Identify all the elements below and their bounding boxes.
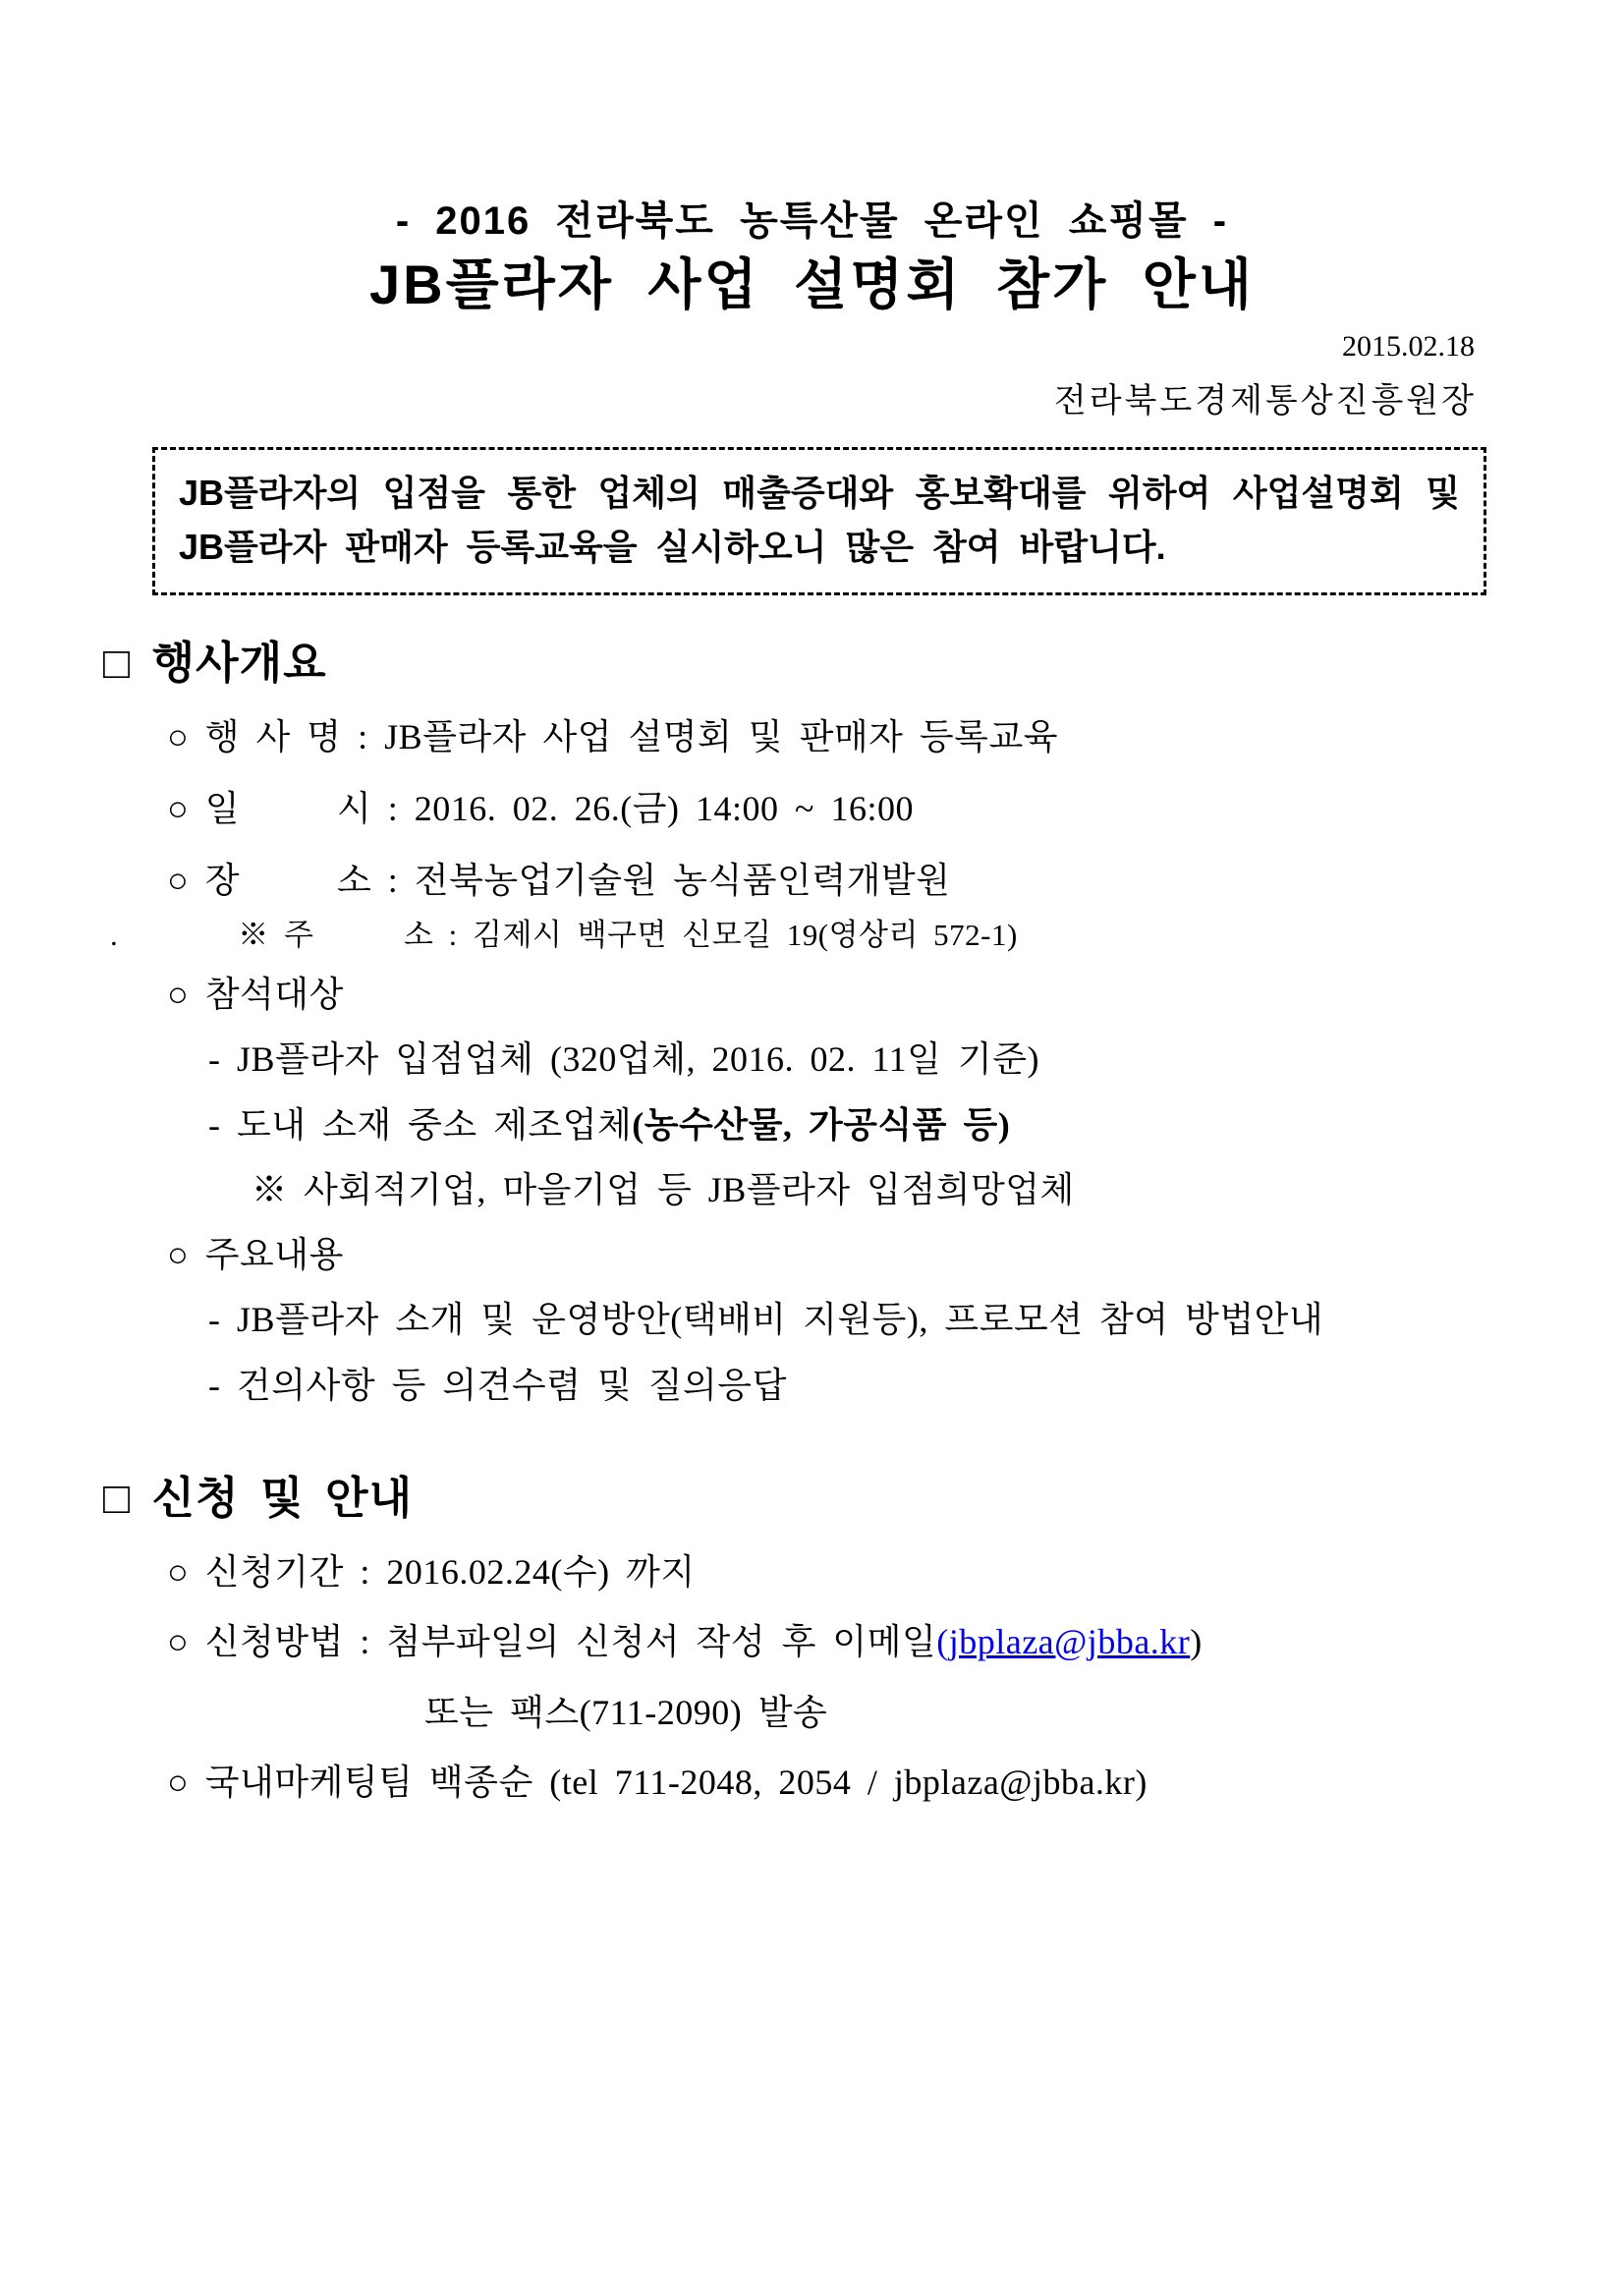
overview-contents-label: ○ 주요내용 xyxy=(167,1235,344,1274)
section-header-application: □ 신청 및 안내 xyxy=(103,1473,414,1523)
application-method-paren-close: ) xyxy=(1190,1622,1203,1661)
email-link-address[interactable]: jbplaza@jbba.kr xyxy=(948,1622,1191,1661)
section-header-overview: □ 행사개요 xyxy=(103,638,327,688)
application-method-text: ○ 신청방법 : 첨부파일의 신청서 작성 후 이메일 xyxy=(167,1622,937,1661)
document-issuer: 전라북도경제통상진흥원장 xyxy=(1053,383,1477,420)
application-contact: ○ 국내마케팅팀 백종순 (tel 711-2048, 2054 / jbplaza@jbba.kr) xyxy=(167,1763,1148,1802)
overview-attendee-1: - JB플라자 입점업체 (320업체, 2016. 02. 11일 기준) xyxy=(208,1039,1039,1079)
overview-datetime: ○ 일 시 : 2016. 02. 26.(금) 14:00 ~ 16:00 xyxy=(167,789,915,828)
document-date: 2015.02.18 xyxy=(1342,330,1475,363)
email-link[interactable] xyxy=(936,1622,1190,1661)
overview-address: . ※ 주 소 : 김제시 백구면 신모길 19(영상리 572-1) xyxy=(110,918,1018,952)
application-period: ○ 신청기간 : 2016.02.24(수) 까지 xyxy=(167,1552,696,1592)
overview-attendee-2-text: - 도내 소재 중소 제조업체 xyxy=(208,1105,633,1145)
overview-venue: ○ 장 소 : 전북농업기술원 농식품인력개발원 xyxy=(167,861,951,900)
overview-content-2: - 건의사항 등 의견수렴 및 질의응답 xyxy=(208,1366,787,1405)
notice-box xyxy=(152,447,1486,595)
overview-content-1: - JB플라자 소개 및 운영방안(택배비 지원등), 프로모션 참여 방법안내 xyxy=(208,1300,1324,1339)
overview-attendee-note: ※ 사회적기업, 마을기업 등 JB플라자 입점희망업체 xyxy=(252,1170,1075,1209)
application-method-line2: 또는 팩스(711-2090) 발송 xyxy=(424,1693,828,1732)
email-link-paren-open: ( xyxy=(936,1622,949,1661)
overview-attendee-2 xyxy=(208,1097,1010,1148)
overview-attendee-2-bold: (농수산물, 가공식품 등) xyxy=(632,1105,1011,1145)
application-method xyxy=(167,1614,1203,1664)
overview-event-name: ○ 행 사 명 : JB플라자 사업 설명회 및 판매자 등록교육 xyxy=(167,717,1059,756)
overview-attendees-label: ○ 참석대상 xyxy=(167,975,344,1014)
document-title: JB플라자 사업 설명회 참가 안내 xyxy=(369,253,1255,315)
notice-text: JB플라자의 입점을 통한 업체의 매출증대와 홍보확대를 위하여 사업설명회 및 JB플라자 판매자 등록교육을 실시하오니 많은 참여 바랍니다. xyxy=(179,473,1460,567)
document-subtitle: - 2016 전라북도 농특산물 온라인 쇼핑몰 - xyxy=(395,199,1229,243)
